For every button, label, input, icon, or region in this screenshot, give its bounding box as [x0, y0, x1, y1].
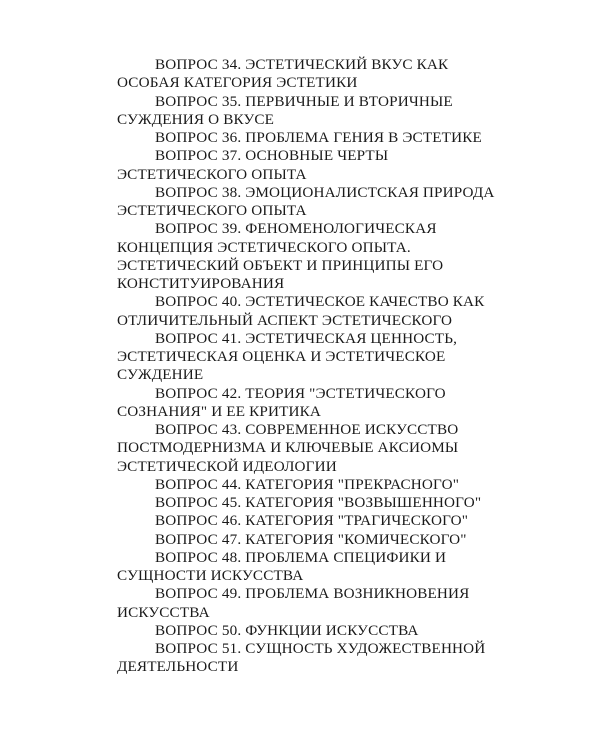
- question-44: ВОПРОС 44. КАТЕГОРИЯ "ПРЕКРАСНОГО": [155, 475, 460, 493]
- question-38: ВОПРОС 38. ЭМОЦИОНАЛИСТСКАЯ ПРИРОДА ЭСТЕТИЧЕСКОГО ОПЫТА: [117, 183, 495, 219]
- question-39: ВОПРОС 39. ФЕНОМЕНОЛОГИЧЕСКАЯ КОНЦЕПЦИЯ ЭСТЕТИЧЕСКОГО ОПЫТА. ЭСТЕТИЧЕСКИЙ ОБЪЕКТ И ПРИНЦИПЫ ЕГО КОНСТИТУИРОВАНИЯ: [117, 220, 444, 292]
- question-48: ВОПРОС 48. ПРОБЛЕМА СПЕЦИФИКИ И СУЩНОСТИ ИСКУССТВА: [117, 548, 447, 584]
- question-51: ВОПРОС 51. СУЩНОСТЬ ХУДОЖЕСТВЕННОЙ ДЕЯТЕЛЬНОСТИ: [117, 640, 486, 676]
- question-47: ВОПРОС 47. КАТЕГОРИЯ "КОМИЧЕСКОГО": [155, 530, 467, 548]
- question-45: ВОПРОС 45. КАТЕГОРИЯ "ВОЗВЫШЕННОГО": [155, 494, 482, 511]
- question-46: ВОПРОС 46. КАТЕГОРИЯ "ТРАГИЧЕСКОГО": [155, 512, 469, 530]
- question-43: ВОПРОС 43. СОВРЕМЕННОЕ ИСКУССТВО ПОСТМОДЕРНИЗМА И КЛЮЧЕВЫЕ АКСИОМЫ ЭСТЕТИЧЕСКОЙ ИДЕОЛОГИИ: [117, 421, 459, 475]
- question-49: ВОПРОС 49. ПРОБЛЕМА ВОЗНИКНОВЕНИЯ ИСКУССТВА: [117, 585, 470, 621]
- question-37: ВОПРОС 37. ОСНОВНЫЕ ЧЕРТЫ ЭСТЕТИЧЕСКОГО ОПЫТА: [117, 147, 389, 183]
- question-34: ВОПРОС 34. ЭСТЕТИЧЕСКИЙ ВКУС КАК ОСОБАЯ КАТЕГОРИЯ ЭСТЕТИКИ: [117, 56, 449, 92]
- question-50: ВОПРОС 50. ФУНКЦИИ ИСКУССТВА: [155, 621, 419, 639]
- question-list: [117, 56, 497, 677]
- question-41: ВОПРОС 41. ЭСТЕТИЧЕСКАЯ ЦЕННОСТЬ, ЭСТЕТИЧЕСКАЯ ОЦЕНКА И ЭСТЕТИЧЕСКОЕ СУЖДЕНИЕ: [117, 329, 458, 384]
- question-36: ВОПРОС 36. ПРОБЛЕМА ГЕНИЯ В ЭСТЕТИКЕ: [155, 129, 482, 146]
- question-40: ВОПРОС 40. ЭСТЕТИЧЕСКОЕ КАЧЕСТВО КАК ОТЛИЧИТЕЛЬНЫЙ АСПЕКТ ЭСТЕТИЧЕСКОГО: [117, 293, 485, 329]
- question-35: ВОПРОС 35. ПЕРВИЧНЫЕ И ВТОРИЧНЫЕ СУЖДЕНИЯ О ВКУСЕ: [117, 92, 453, 128]
- question-42: ВОПРОС 42. ТЕОРИЯ "ЭСТЕТИЧЕСКОГО СОЗНАНИЯ" И ЕЕ КРИТИКА: [117, 384, 446, 420]
